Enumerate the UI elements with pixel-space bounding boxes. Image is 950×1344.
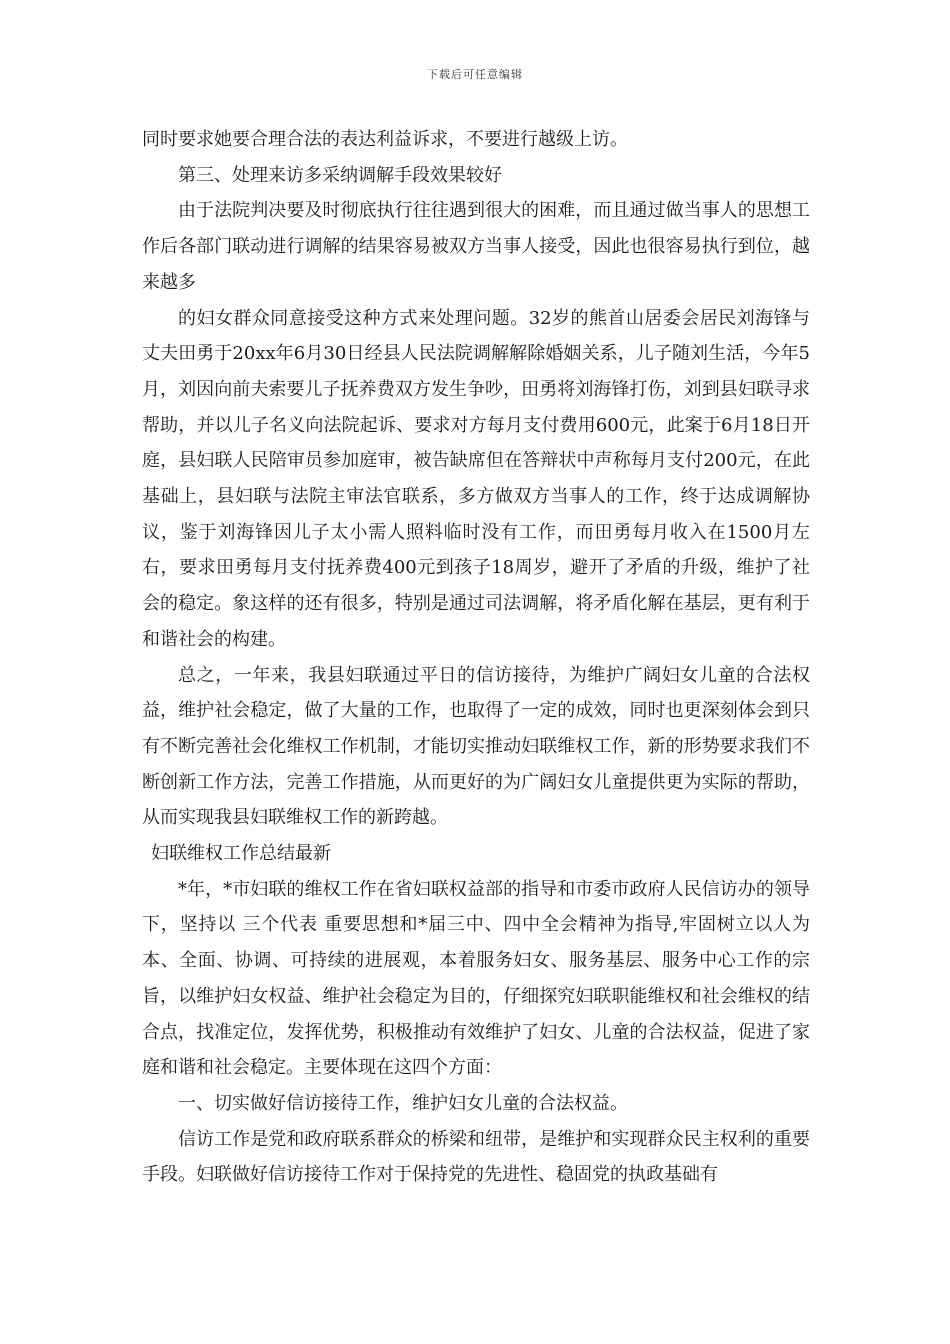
paragraph: 由于法院判决要及时彻底执行往往遇到很大的困难，而且通过做当事人的思想工作后各部门联动进行调解的结果容易被双方当事人接受，因此也很容易执行到位，越来越多 xyxy=(142,200,810,293)
document-subtitle: 妇联维权工作总结最新 xyxy=(151,843,331,865)
page-header: 下载后可任意编辑 xyxy=(427,68,523,81)
paragraph-summary: 总之，一年来，我县妇联通过平日的信访接待，为维护广阔妇女儿童的合法权益，维护社会稳定，做了大量的工作，也取得了一定的成效，同时也更深刻体会到只有不断完善社会化维权工作机制，才能切实推动妇联维权工作，新的形势要求我们不断创新工作方法，完善工作措施，从而更好的为广阔妇女儿童提供更为实际的帮助，从而实现我县妇联维权工作的新跨越。 xyxy=(142,664,810,829)
section-heading-first: 一、切实做好信访接待工作，维护妇女儿童的合法权益。 xyxy=(178,1092,628,1114)
paragraph: 信访工作是党和政府联系群众的桥梁和纽带，是维护和实现群众民主权利的重要手段。妇联做好信访接待工作对于保持党的先进性、稳固党的执政基础有 xyxy=(142,1128,810,1186)
paragraph: *年，*市妇联的维权工作在省妇联权益部的指导和市委市政府人民信访办的领导下，坚持以 三个代表 重要思想和*届三中、四中全会精神为指导,牢固树立以人为本、全面、协调、可持续的进展观，本着服务妇女、服务基层、服务中心工作的宗旨，以维护妇女权益、维护社会稳定为目的，仔细探究妇联职能维权和社会维权的结合点，找准定位，发挥优势，积极推动有效维护了妇女、儿童的合法权益，促进了家庭和谐和社会稳定。主要体现在这四个方面： xyxy=(142,878,810,1079)
document-body xyxy=(142,122,810,1193)
section-heading-third: 第三、处理来访多采纳调解手段效果较好 xyxy=(178,164,502,186)
paragraph: 的妇女群众同意接受这种方式来处理问题。32岁的熊首山居委会居民刘海锋与丈夫田勇于20xx年6月30日经县人民法院调解解除婚姻关系，儿子随刘生活，今年5月，刘因向前夫索要儿子抚养费双方发生争吵，田勇将刘海锋打伤，刘到县妇联寻求帮助，并以儿子名义向法院起诉、要求对方每月支付费用600元，此案于6月18日开庭，县妇联人民陪审员参加庭审，被告缺席但在答辩状中声称每月支付200元，在此基础上，县妇联与法院主审法官联系，多方做双方当事人的工作，终于达成调解协议，鉴于刘海锋因儿子太小需人照料临时没有工作，而田勇每月收入在1500月左右，要求田勇每月支付抚养费400元到孩子18周岁，避开了矛盾的升级，维护了社会的稳定。象这样的还有很多，特别是通过司法调解，将矛盾化解在基层，更有利于和谐社会的构建。 xyxy=(142,307,810,650)
paragraph-continuation: 同时要求她要合理合法的表达利益诉求，不要进行越级上访。 xyxy=(142,129,628,150)
